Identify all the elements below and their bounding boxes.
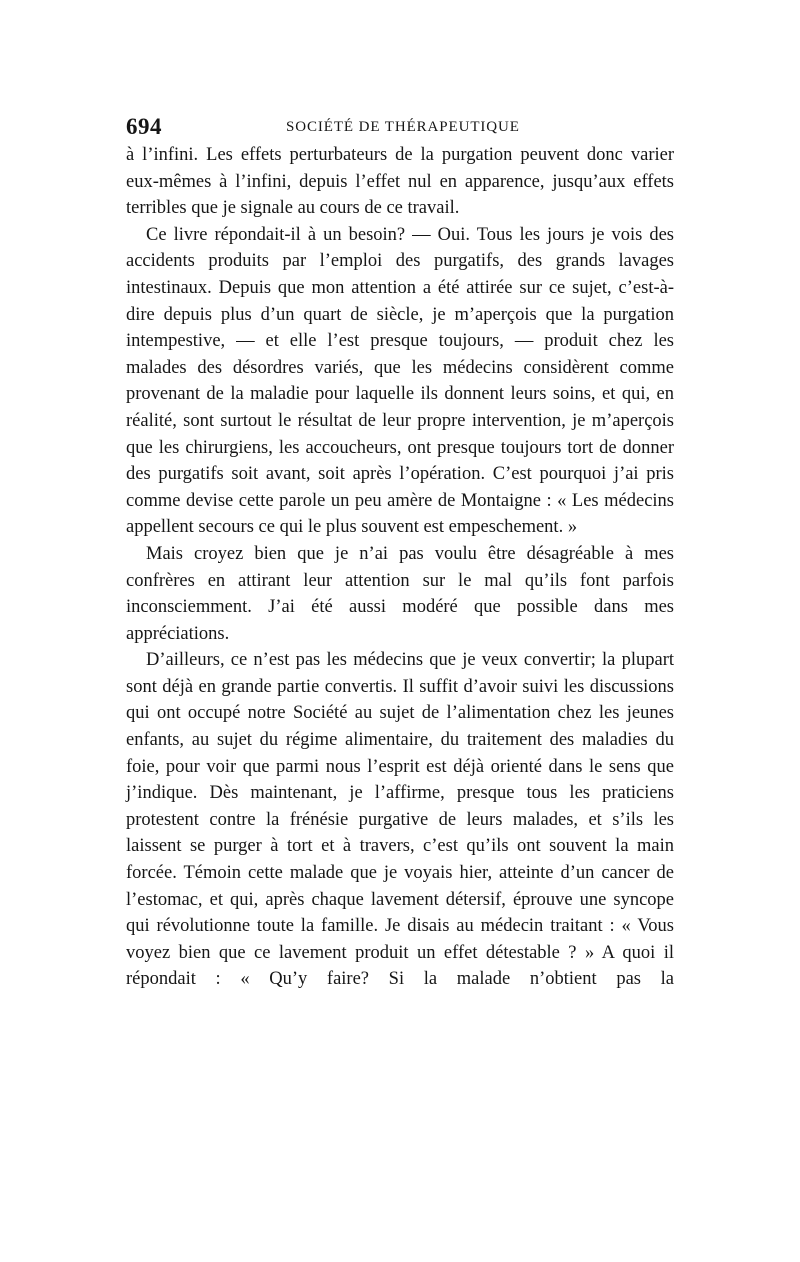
body-text <box>126 142 674 993</box>
running-head: SOCIÉTÉ DE THÉRAPEUTIQUE <box>286 119 520 135</box>
paragraph: Mais croyez bien que je n’ai pas voulu être désagréable à mes confrères en attirant leur attention sur le mal qu’ils font parfois inconsciemment. J’ai été aussi modéré que possible dans mes appréciations. <box>126 543 674 644</box>
paragraph: D’ailleurs, ce n’est pas les médecins que je veux convertir; la plupart sont déjà en grande partie convertis. Il suffit d’avoir suivi les discussions qui ont occupé notre Société au sujet de l’alimentation chez les jeunes enfants, au sujet du régime alimentaire, du traitement des maladies du foie, pour voir que parmi nous l’esprit est déjà orienté dans le sens que j’indique. Dès maintenant, je l’affirme, presque tous les praticiens protestent contre la frénésie purgative de leurs malades, et s’ils les laissent se purger à tort et à travers, c’est qu’ils ont souvent la main forcée. Témoin cette malade que je voyais hier, atteinte d’un cancer de l’estomac, et qui, après chaque lavement détersif, éprouve une syncope qui révolutionne toute la famille. Je disais au médecin traitant : « Vous voyez bien que ce lavement produit un effet détestable ? » A quoi il répondait : « Qu’y faire? Si la malade n’obtient pas la <box>126 650 674 990</box>
page-number: 694 <box>126 114 162 139</box>
paragraph: Ce livre répondait-il à un besoin? — Oui. Tous les jours je vois des accidents produits par l’emploi des purgatifs, des grands lavages intestinaux. Depuis que mon attention a été attirée sur ce sujet, c’est-à-dire depuis plus d’un quart de siècle, je m’aperçois que la purgation intempestive, — et elle l’est presque toujours, — produit chez les malades des désordres variés, que les médecins considèrent comme provenant de la maladie pour laquelle ils donnent leurs soins, et qui, en réalité, sont surtout le résultat de leur propre intervention, je m’aperçois que les chirurgiens, les accoucheurs, ont presque toujours tort de donner des purgatifs soit avant, soit après l’opération. C’est pourquoi j’ai pris comme devise cette parole un peu amère de Montaigne : « Les médecins appellent secours ce qui le plus souvent est empeschement. » <box>126 224 674 538</box>
paragraph: à l’infini. Les effets perturbateurs de la purgation peuvent donc varier eux-mêmes à l’infini, depuis l’effet nul en apparence, jusqu’aux effets terribles que je signale au cours de ce travail. <box>126 145 674 219</box>
page-header <box>126 114 674 142</box>
